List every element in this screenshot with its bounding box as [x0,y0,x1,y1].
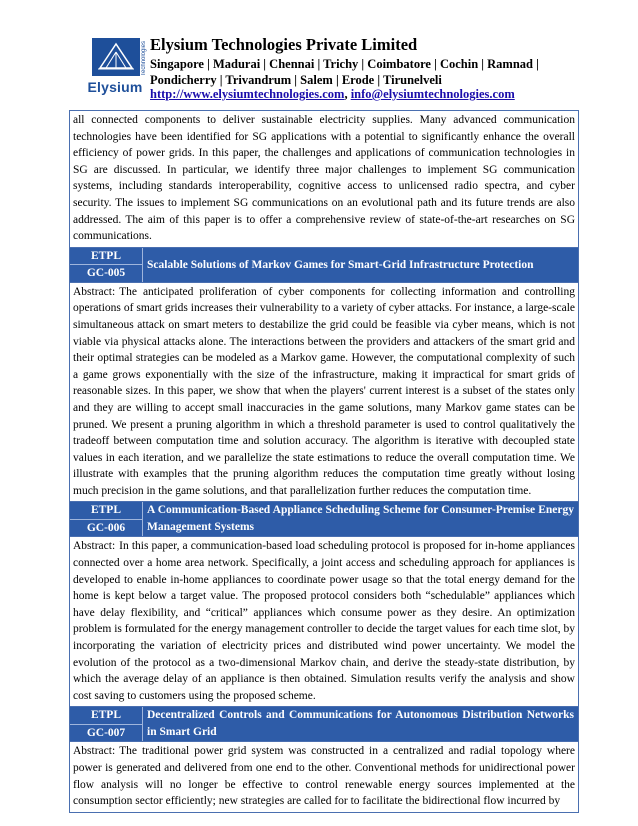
logo-badge-icon [92,38,140,76]
entry-code [70,707,143,741]
entry-code-prefix: ETPL [70,707,142,725]
link-separator: , [344,87,351,101]
logo-side-text: Technologies [141,40,147,76]
contact-links [150,87,515,102]
abstract-text: The traditional power grid system was constructed in a centralized and radial topology where power is generated and delivered from one end to the other. Conventional methods for unidirectional power flow analysis will no longer be effective to control renewable energy sources implemented at the consumption sector efficiently; new strategies are called for to facilitate the bidirectional flow incurred by [73,745,575,808]
entry-abstract [70,537,578,707]
entry-title-row [70,248,578,283]
entry-title-text: Decentralized Controls and Communications for Autonomous Distribution Networks in Smart Grid [147,709,574,738]
entry-code-prefix: ETPL [70,502,142,520]
entry-code-number: GC-006 [86,521,126,534]
entry-code [70,248,143,282]
letterhead [70,32,590,104]
entry-title [143,248,578,282]
abstract-text: The anticipated proliferation of cyber components for collecting information and controlling operations of smart grids increases their vulnerability to a variety of cyber attacks. For instance, a large-scale simultaneous attack on smart meters to destabilize the grid could be feasible via cyber means, which is not viable via physical attacks alone. The interactions between the providers and attackers of the smart grid and their optimal strategies can be modeled as a Markov game. However, the computational complexity of such a game grows exponentially with the size of the infrastructure, making it impractical for smart grids of reasonable sizes. In this paper, we show that when the players' current interest is a subset of the states only and they are willing to accept small inaccuracies in the game solutions, many Markov game states can be pruned. We present a pruning algorithm in which a threshold parameter is used to control qualitatively the tradeoff between computation time and solution accuracy. The algorithm is iterative with decoupled state values in each iteration, and we parallelize the state estimations to reduce the overall computation time. We illustrate with examples that the pruning algorithm reduces the computation time greatly without losing much precision in the game solutions, and that parallelization further reduces the computation time. [73,285,575,497]
abstract-label: Abstract: [73,540,116,553]
company-name: Elysium Technologies Private Limited [150,35,418,54]
intro-continuation-text: all connected components to deliver sustainable electricity supplies. Many advanced communication technologies have been identified for SG applications with a potential to significantly enhance the overall efficiency of power grids. In this paper, the challenges and applications of communication technologies in SG are discussed. In particular, we identify three major challenges to implement SG communication systems, including standards interoperability, cognitive access to unlicensed radio spectra, and cyber security. The issues to implement SG communications on an evolutional path and its future trends are also addressed. The aim of this paper is to offer a comprehensive review of state-of-the-art researches on SG communications. [70,111,578,248]
elysium-logo [82,38,148,102]
entry-title-row [70,502,578,537]
entry-code-number: GC-005 [86,267,126,280]
abstract-text: In this paper, a communication-based load scheduling protocol is proposed for in-home appliances connected over a home area network. Specifically, a joint access and scheduling approach for appliances is developed to enable in-home appliances to coordinate power usage so that the total energy demand for the home is kept below a target value. The proposed protocol considers both “schedulable” appliances which have delay flexibility, and “critical” appliances which consume power as they desire. An optimization problem is formulated for the energy management controller to decide the target values for each time slot, by incorporating the variation of electricity prices and distributed wind power uncertainty. We model the evolution of the protocol as a two-dimensional Markov chain, and derive the steady-state distribution, by which the average delay of an appliance is then obtained. Simulation results verify the analysis and show cost saving to customers using the proposed scheme. [73,540,575,702]
abstract-label: Abstract: [73,745,116,758]
entry-title-row [70,707,578,742]
entry-title-text: A Communication-Based Appliance Scheduling Scheme for Consumer-Premise Energy Management Systems [147,504,574,533]
entry-code-number: GC-007 [86,726,126,739]
entry-title-text: Scalable Solutions of Markov Games for Smart-Grid Infrastructure Protection [147,258,534,271]
entry-title [143,502,578,536]
entry-title [143,707,578,741]
abstract-label: Abstract: [73,285,116,298]
entry-abstract [70,742,578,811]
entry-code-prefix: ETPL [70,248,142,266]
paper-list-table [69,110,579,813]
entry-code [70,502,143,536]
website-link[interactable]: http://www.elysiumtechnologies.com [150,87,345,101]
office-locations: Singapore | Madurai | Chennai | Trichy | Coimbatore | Cochin | Ramnad | Pondicherry | Trivandrum | Salem | Erode | Tirunelveli [150,57,539,87]
logo-wordmark: Elysium [87,79,143,95]
entry-abstract [70,283,578,503]
email-link[interactable]: info@elysiumtechnologies.com [350,87,515,101]
